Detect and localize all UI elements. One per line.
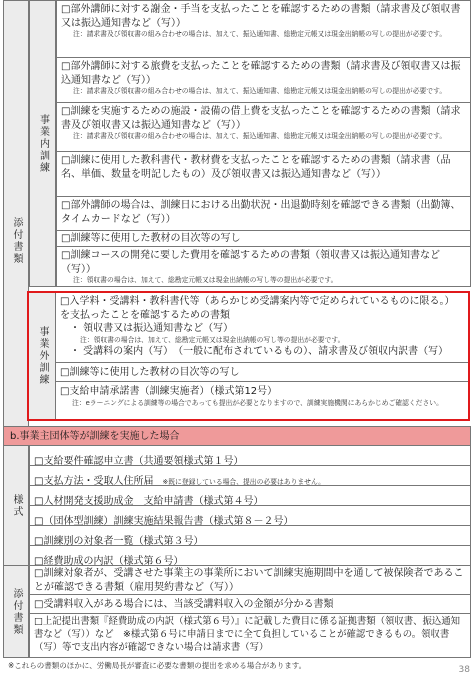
attachments-list — [29, 565, 471, 658]
page-number: 38 — [458, 665, 470, 675]
internal-item-3-text: □訓練を実施するための施設・設備の借上費を支払ったことを確認するための書類（請求書及び領収書又は振込通知書など（写）） — [61, 106, 461, 131]
form-item-5-text: □訓練別の対象者一覧（様式第３号） — [34, 536, 204, 547]
highlight-box — [27, 291, 470, 421]
external-bullet-1: ・ 領収書又は振込通知書など（写） — [70, 323, 234, 334]
external-entry-text: □入学料・受講料・教科書代等（あらかじめ受講案内等で定められているものに限る。）を支払ったことを確認するための書類 — [60, 296, 455, 321]
form-item-3 — [29, 485, 471, 506]
form-item-4 — [29, 505, 471, 526]
attached-documents-label — [3, 0, 29, 481]
internal-item-4-text: □訓練に使用した教科書代・教材費を支払ったことを確認するための書類（請求書（品名、単価、数量を明記したもの）及び領収書又は振込通知書など（写）） — [61, 155, 451, 180]
footer-note: ※これらの書類のほかに、労働局長が審査に必要な書類の提出を求める場合があります。 — [8, 661, 307, 670]
internal-item-7-text: □訓練コースの開発に要した費用を確認するための書類（領収書又は振込通知書など（写）） — [61, 250, 440, 275]
forms-label-text: 様式 — [11, 493, 22, 518]
section-b-header-text: b.事業主団体等が訓練を実施した場合 — [10, 431, 180, 442]
internal-item-3-note: 注：請求書及び領収書の組み合わせの場合は、加えて、振込通知書、総勘定元帳又は現金出納帳の写しの提出が必要です。 — [73, 132, 447, 140]
form-item-4-text: □（団体型訓練）訓練実施結果報告書（様式第８－２号） — [34, 516, 294, 527]
form-item-2-text: □支払方法・受取人住所届 — [34, 476, 154, 487]
attach-item-1-text: □訓練対象者が、受講させた事業主の事業所において訓練実施期間中を通して被保険者であることが確認できる書類（雇用契約書など（写）） — [34, 568, 464, 593]
internal-item-3 — [56, 102, 471, 152]
internal-item-5-text: □部外講師の場合は、訓練日における出勤状況・出退勤時刻を確認できる書類（出勤簿、タイムカードなど（写）） — [61, 200, 461, 225]
internal-item-6-text: □訓練等に使用した教材の目次等の写し — [61, 233, 241, 244]
internal-item-7 — [56, 246, 471, 287]
form-item-3-text: □人材開発支援助成金 支給申請書（様式第４号） — [34, 496, 264, 507]
internal-training-label-text: 事業内訓練 — [37, 113, 49, 174]
internal-item-5 — [56, 196, 471, 231]
internal-item-7-note: 注：領収書の場合は、加えて、総勘定元帳又は現金出納帳の写し等の提出が必要です。 — [73, 276, 338, 284]
section-b-header — [3, 426, 471, 446]
form-item-2 — [29, 465, 471, 486]
form-item-1 — [29, 445, 471, 466]
external-bullet-2: ・ 受講料の案内（写） （一般に配布されているもの）、請求書及び領収内訳書（写） — [70, 345, 449, 357]
attachments-label-text: 添付書類 — [11, 587, 22, 636]
attach-item-2-text: □受講料収入がある場合には、当該受講料収入の金額が分かる書類 — [34, 599, 334, 610]
forms-list — [29, 445, 471, 566]
form-item-6-text: □経費助成の内訳（様式第６号） — [34, 556, 184, 567]
internal-item-1-note: 注：請求書及び領収書の組み合わせの場合は、加えて、振込通知書、総勘定元帳又は現金出納帳の写しの提出が必要です。 — [73, 30, 447, 38]
internal-item-2-note: 注：請求書及び領収書の組み合わせの場合は、加えて、振込通知書、総勘定元帳又は現金出納帳の写しの提出が必要です。 — [73, 87, 447, 95]
internal-item-4 — [56, 151, 471, 197]
form-item-5 — [29, 525, 471, 546]
external-certificate-text: □支給申請承諾書（訓練実施者）（様式第12号） — [60, 386, 278, 397]
form-item-1-text: □支給要件確認申立書（共通要領様式第１号） — [34, 456, 244, 467]
forms-label — [3, 445, 29, 566]
attachments-label — [3, 565, 29, 658]
internal-training-label — [29, 0, 56, 287]
attached-documents-label-text: 添付書類 — [11, 216, 22, 265]
attach-item-3 — [29, 613, 471, 658]
external-materials-text: □訓練等に使用した教材の目次等の写し — [60, 367, 240, 378]
form-item-6 — [29, 545, 471, 566]
internal-item-2-text: □部外講師に対する旅費を支払ったことを確認するための書類（請求書及び領収書又は振込通知書など（写）） — [61, 61, 461, 86]
external-training-label-text: 事業外訓練 — [37, 326, 48, 386]
internal-training-list — [56, 0, 471, 287]
internal-item-1-text: □部外講師に対する謝金・手当を支払ったことを確認するための書類（請求書及び領収書又は振込通知書など（写）） — [61, 4, 461, 29]
external-bullet-1-note: 注：領収書の場合は、加えて、総勘定元帳又は現金出納帳の写し等の提出が必要です。 — [80, 335, 345, 344]
attach-item-1 — [29, 565, 471, 595]
internal-item-1 — [56, 0, 471, 58]
form-item-2-extra: ※既に登録している場合、提出の必要はありません。 — [162, 478, 325, 486]
external-certificate-note: 注：eラーニングによる訓練等の場合であっても提出が必要となりますので、訓練実施機関にあらかじめご確認ください。 — [72, 398, 443, 407]
attach-item-3-text: □上記提出書類『経費助成の内訳（様式第６号）』に記載した費目に係る証拠書類（領収書、振込通知書など（写））など ※様式第６号に申請日までに全て負担していることが確認できるもの。領収書（写）等で支出内容が確認できない場合は請求書（写） — [34, 616, 461, 653]
internal-item-2 — [56, 57, 471, 103]
attach-item-2 — [29, 594, 471, 614]
internal-item-6 — [56, 230, 471, 247]
